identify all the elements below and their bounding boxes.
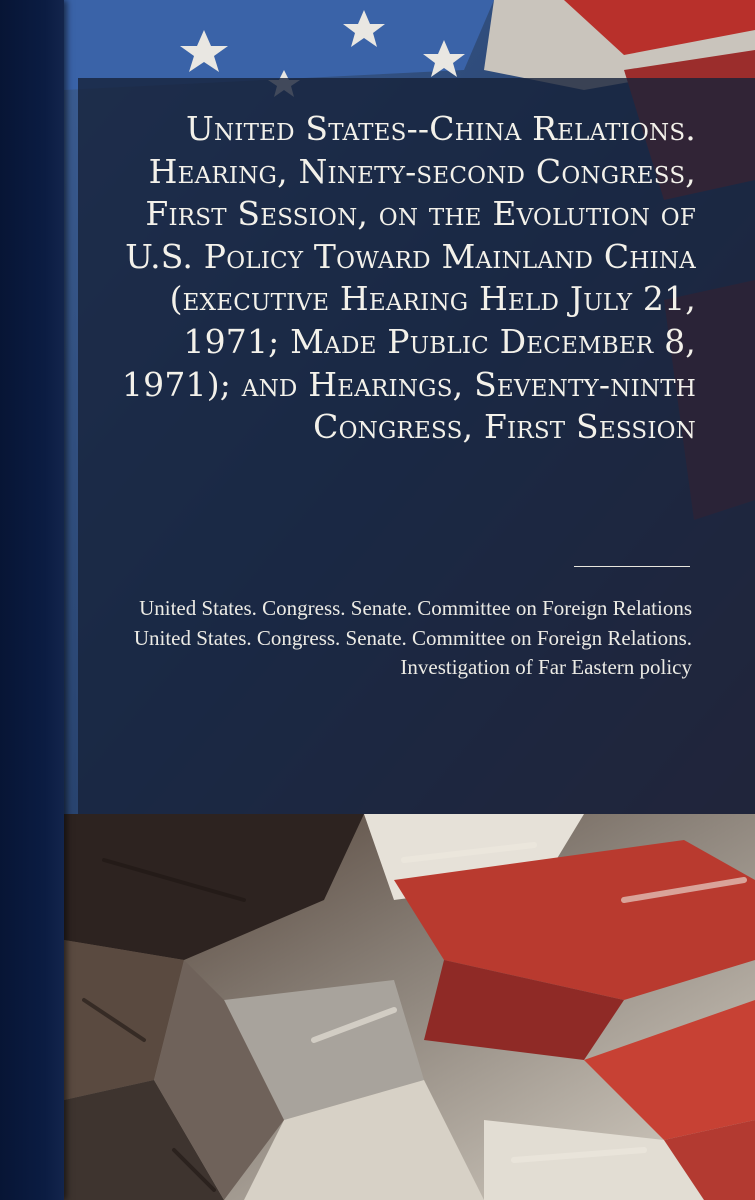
author-name: United States. Congress. Senate. Committee on Foreign Relations. Investigation of Far Eastern policy: [133, 625, 692, 679]
author-name: United States. Congress. Senate. Committee on Foreign Relations: [139, 596, 692, 620]
book-title: United States--China Relations. Hearing, Ninety-second Congress, First Session, on the Evolution of U.S. Policy Toward Mainland China (executive Hearing Held July 21, 1971; Made Public December 8, 1971); and Hearings, Seventy-ninth Congress, First Session: [121, 109, 696, 447]
author-list: [92, 594, 692, 683]
title-divider: [574, 566, 690, 567]
book-spine: [0, 0, 64, 1200]
